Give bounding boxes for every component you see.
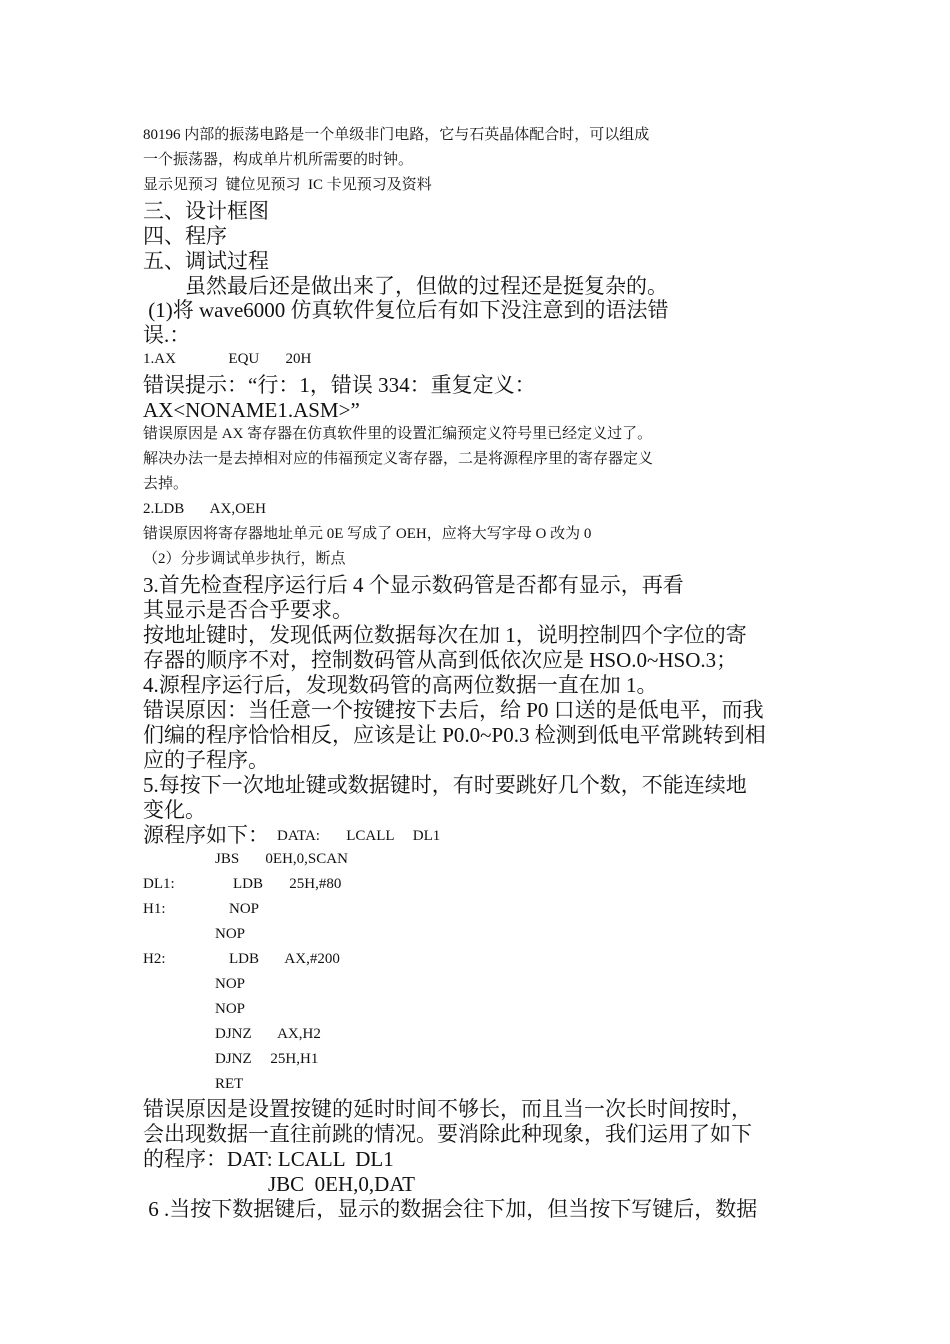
text-line: 错误原因是设置按键的延时时间不够长，而且当一次长时间按时， [143,1097,752,1121]
code-line: NOP [215,1001,246,1017]
code-label: DL1: [143,876,175,892]
text-line: 会出现数据一直往前跳的情况。要消除此种现象，我们运用了如下 [143,1122,752,1146]
code-line: NOP [229,901,260,917]
text-line: 的程序：DAT: LCALL DL1 [143,1147,394,1171]
code-label: H2: [143,951,166,967]
text-line: 误.： [143,323,191,347]
text-line: 80196 内部的振荡电路是一个单级非门电路，它与石英晶体配合时，可以组成 [143,127,650,143]
text-line: 去掉。 [143,476,189,492]
text-line: 们编的程序恰恰相反，应该是让 P0.0~P0.3 检测到低电平常跳转到相 [143,723,766,747]
text-line: AX<NONAME1.ASM>” [143,398,360,422]
text-line: 4.源程序运行后，发现数码管的高两位数据一直在加 1。 [143,673,658,697]
code-line: 2.LDB AX,OEH [143,501,266,517]
text-line: 虽然最后还是做出来了，但做的过程还是挺复杂的。 [143,274,668,298]
code-line: LDB 25H,#80 [233,876,342,892]
code-line: JBC 0EH,0,DAT [268,1172,416,1196]
section-heading: 五、调试过程 [143,249,269,273]
text-line: 解决办法一是去掉相对应的伟福预定义寄存器，二是将源程序里的寄存器定义 [143,451,654,467]
text-line: 源程序如下： [143,823,269,847]
code-line: NOP [215,976,246,992]
code-line: 1.AX EQU 20H [143,351,312,367]
code-label: H1: [143,901,166,917]
section-heading: 三、设计框图 [143,199,269,223]
text-line: 按地址键时，发现低两位数据每次在加 1，说明控制四个字位的寄 [143,623,747,647]
text-line: 显示见预习 键位见预习 IC 卡见预习及资料 [143,177,432,193]
code-line: RET [215,1076,244,1092]
code-line: DATA: LCALL DL1 [277,828,441,844]
text-line: （2）分步调试单步执行，断点 [143,551,346,567]
text-line: 错误原因将寄存器地址单元 0E 写成了 OEH，应将大写字母 O 改为 0 [143,526,592,542]
text-line: 其显示是否合乎要求。 [143,598,353,622]
text-line: 5.每按下一次地址键或数据键时，有时要跳好几个数，不能连续地 [143,773,747,797]
code-line: NOP [215,926,246,942]
code-line: DJNZ 25H,H1 [215,1051,319,1067]
code-line: LDB AX,#200 [229,951,340,967]
text-line: 应的子程序。 [143,748,269,772]
text-line: 6 .当按下数据键后，显示的数据会往下加，但当按下写键后，数据 [143,1197,758,1221]
text-line: 变化。 [143,798,206,822]
section-heading: 四、程序 [143,224,227,248]
text-line: 错误原因：当任意一个按键按下去后，给 P0 口送的是低电平，而我 [143,698,764,722]
text-line: 一个振荡器，构成单片机所需要的时钟。 [143,152,414,168]
text-line: (1)将 wave6000 仿真软件复位后有如下没注意到的语法错 [143,298,669,322]
text-line: 3.首先检查程序运行后 4 个显示数码管是否都有显示，再看 [143,573,684,597]
text-line: 错误提示：“行：1，错误 334：重复定义： [143,373,536,397]
text-line: 错误原因是 AX 寄存器在仿真软件里的设置汇编预定义符号里已经定义过了。 [143,426,653,442]
code-line: JBS 0EH,0,SCAN [215,851,348,867]
code-line: DJNZ AX,H2 [215,1026,321,1042]
text-line: 存器的顺序不对，控制数码管从高到低依次应是 HSO.0~HSO.3； [143,648,738,672]
